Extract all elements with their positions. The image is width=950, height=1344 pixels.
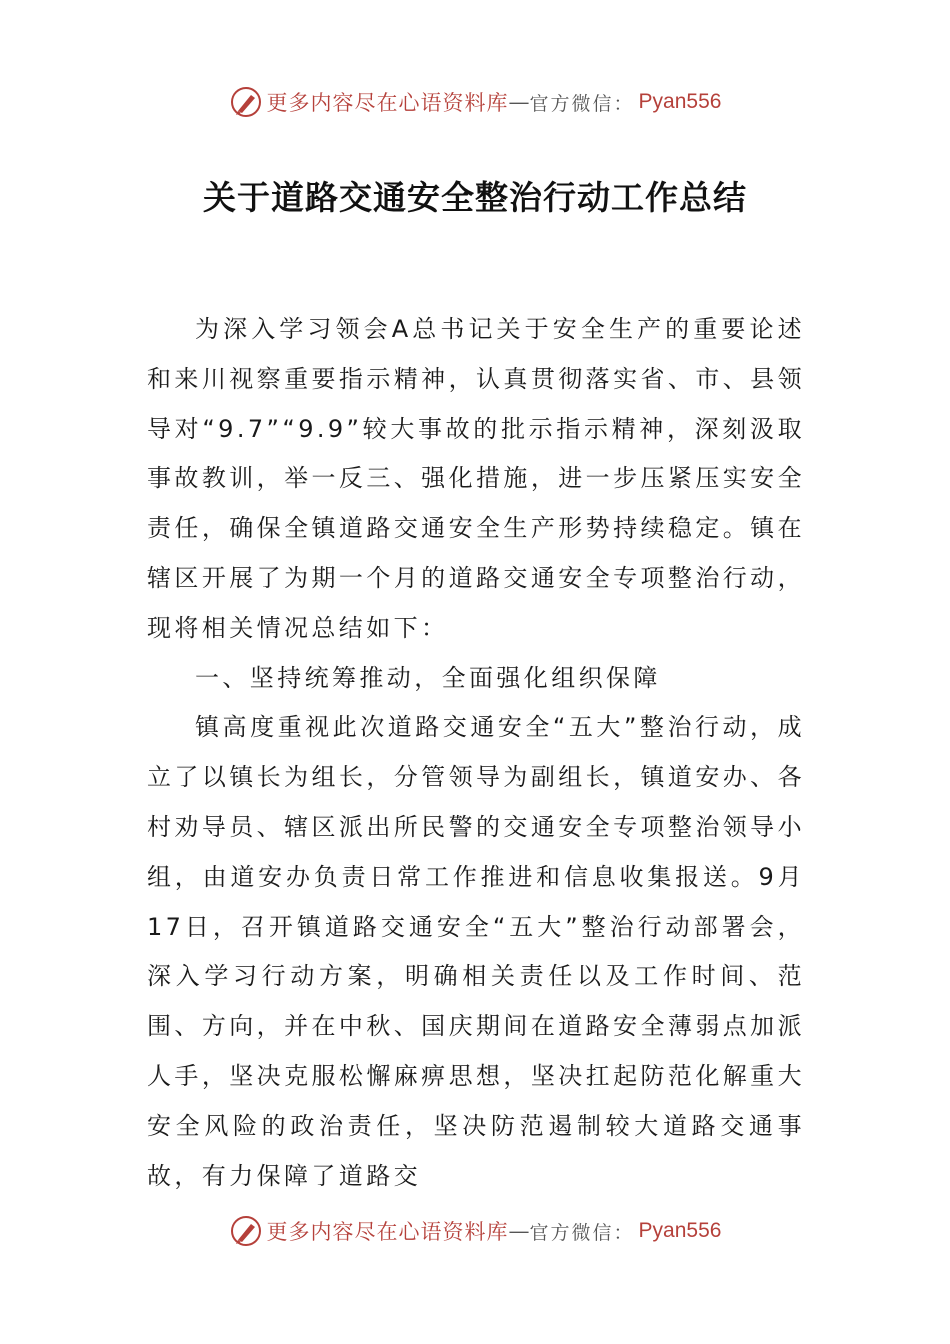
wechat-id: Pyan556 — [638, 1219, 722, 1242]
document-title: 关于道路交通安全整治行动工作总结 — [203, 178, 747, 217]
document-body — [147, 305, 805, 1190]
brand-text: 更多内容尽在心语资料库 — [266, 91, 509, 115]
paragraph-intro: 为深入学习领会A总书记关于安全生产的重要论述和来川视察重要指示精神，认真贯彻落实省、市、县领导对“9.7”“9.9”较大事故的批示指示精神，深刻汲取事故教训，举一反三、强化措施，进一步压紧压实安全责任，确保全镇道路交通安全生产形势持续稳定。镇在辖区开展了为期一个月的道路交通安全专项整治行动，现将相关情况总结如下： — [147, 315, 805, 642]
section-heading: 一、坚持统筹推动，全面强化组织保障 — [195, 663, 661, 692]
footer-banner — [0, 1211, 950, 1251]
pen-logo-icon — [229, 85, 263, 119]
paragraph-section-1: 镇高度重视此次道路交通安全“五大”整治行动，成立了以镇长为组长，分管领导为副组长，镇道安办、各村劝导员、辖区派出所民警的交通安全专项整治领导小组，由道安办负责日常工作推进和信息收集报送。9月17日，召开镇道路交通安全“五大”整治行动部署会，深入学习行动方案，明确相关责任以及工作时间、范围、方向，并在中秋、国庆期间在道路安全薄弱点加派人手，坚决克服松懈麻痹思想，坚决扛起防范化解重大安全风险的政治责任，坚决防范遏制较大道路交通事故，有力保障了道路交 — [147, 713, 805, 1190]
wechat-id: Pyan556 — [638, 90, 722, 113]
wechat-label: 官方微信： — [529, 1221, 635, 1244]
banner-separator: — — [508, 1219, 530, 1243]
banner-separator: — — [508, 90, 530, 114]
brand-text: 更多内容尽在心语资料库 — [266, 1220, 509, 1244]
pen-logo-icon — [229, 1214, 263, 1248]
wechat-label: 官方微信： — [529, 92, 635, 115]
header-banner — [0, 82, 950, 122]
